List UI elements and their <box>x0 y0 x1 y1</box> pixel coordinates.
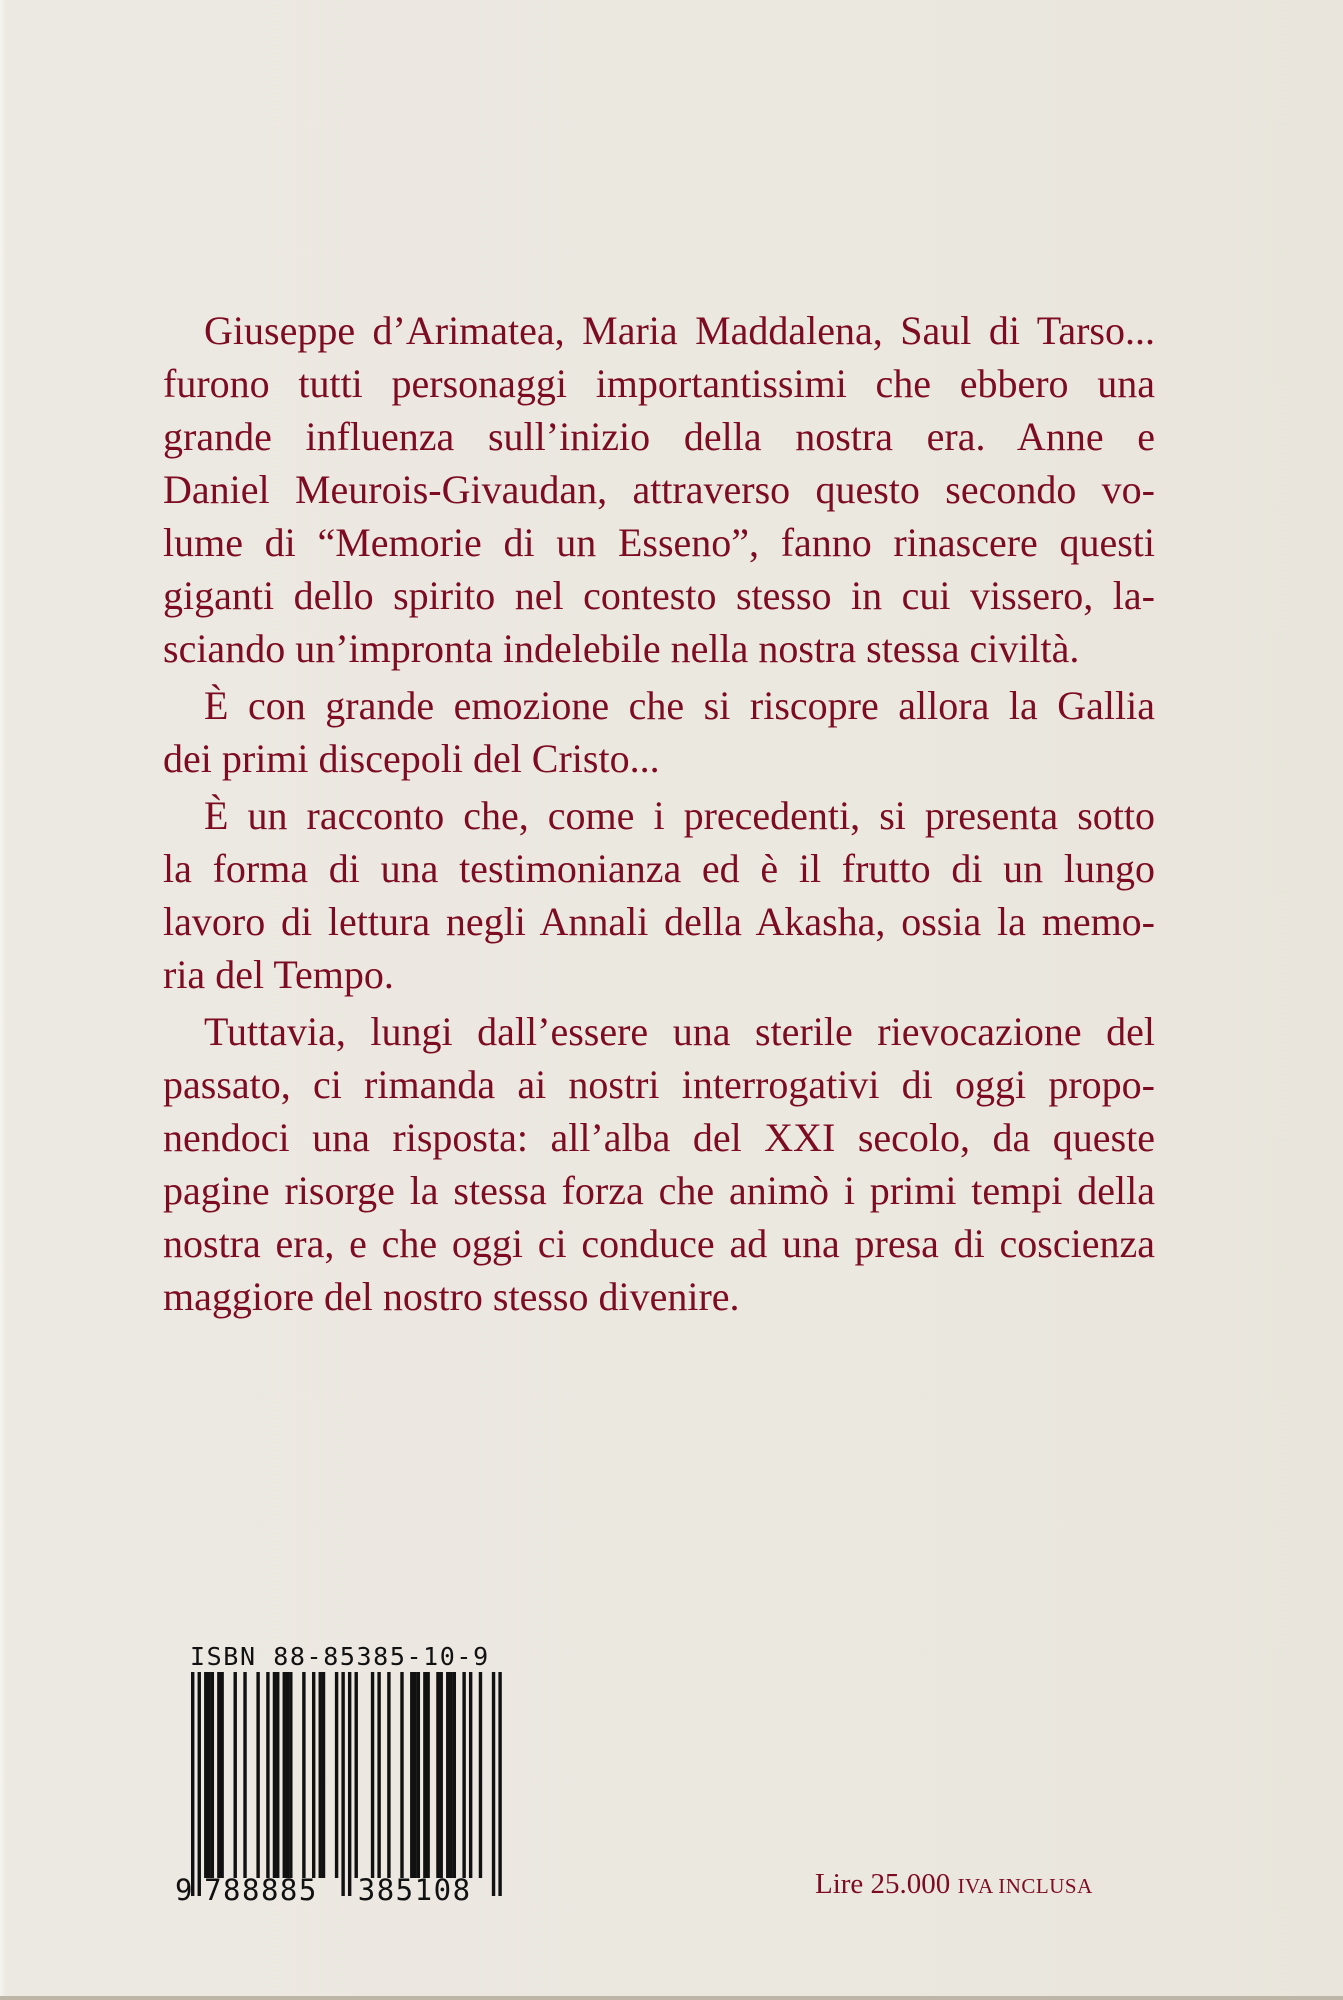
blurb-line: la forma di una testimonianza ed è il frutto di un lungo <box>163 846 1155 891</box>
barcode-bar <box>492 1672 495 1896</box>
barcode-bar <box>312 1672 315 1878</box>
barcode-digit-first: 9 <box>175 1873 194 1902</box>
blurb-line: Tuttavia, lungi dall’essere una sterile rievocazione del <box>204 1009 1155 1054</box>
back-cover-blurb <box>163 300 1155 1323</box>
barcode-bar <box>283 1672 286 1878</box>
blurb-paragraph <box>163 304 1155 675</box>
barcode-bar <box>335 1672 338 1878</box>
barcode-bar <box>446 1672 449 1878</box>
barcode-bar <box>453 1672 456 1878</box>
blurb-line: È con grande emozione che si riscopre allora la Gallia <box>204 683 1155 728</box>
isbn-label: ISBN 88-85385-10-9 <box>190 1642 490 1671</box>
price-vat-note: IVA INCLUSA <box>957 1874 1093 1898</box>
barcode-bar <box>423 1672 426 1878</box>
barcode-bar <box>276 1672 279 1878</box>
barcode-bar <box>387 1672 390 1878</box>
price-label <box>815 1868 1093 1901</box>
blurb-paragraph <box>163 789 1155 1001</box>
blurb-line: nendoci una risposta: all’alba del XXI secolo, da queste <box>163 1115 1155 1160</box>
barcode-bar <box>436 1672 439 1878</box>
barcode-bar <box>498 1672 501 1896</box>
cover-bottom-edge <box>0 1996 1343 2000</box>
blurb-line: maggiore del nostro stesso divenire. <box>163 1274 740 1319</box>
barcode-bar <box>341 1672 344 1896</box>
barcode-bar <box>207 1672 210 1878</box>
blurb-line: lume di “Memorie di un Esseno”, fanno rinascere questi <box>163 520 1155 565</box>
barcode-bar <box>377 1672 380 1878</box>
ean-barcode <box>175 1672 515 1902</box>
barcode-bar <box>256 1672 259 1878</box>
barcode-bar <box>410 1672 413 1878</box>
barcode-bar <box>273 1672 276 1878</box>
barcode-bar <box>289 1672 292 1878</box>
barcode-bar <box>322 1672 325 1878</box>
blurb-line: giganti dello spirito nel contesto stesso in cui vissero, la- <box>163 573 1155 618</box>
price-amount: Lire 25.000 <box>815 1868 951 1900</box>
barcode-bar <box>286 1672 289 1878</box>
barcode-bar <box>449 1672 452 1878</box>
blurb-line: Giuseppe d’Arimatea, Maria Maddalena, Saul di Tarso... <box>204 308 1155 353</box>
barcode-bar <box>400 1672 403 1878</box>
barcode-digits-left: 788885 <box>204 1873 318 1902</box>
barcode-bar <box>243 1672 246 1878</box>
barcode-bar <box>211 1672 214 1878</box>
blurb-line: lavoro di lettura negli Annali della Akasha, ossia la memo- <box>163 899 1155 944</box>
barcode-bar <box>204 1672 207 1878</box>
blurb-line: Daniel Meurois-Givaudan, attraverso questo secondo vo- <box>163 467 1155 512</box>
barcode-bar <box>413 1672 416 1878</box>
barcode-bar <box>302 1672 305 1878</box>
blurb-line: È un racconto che, come i precedenti, si presenta sotto <box>204 793 1155 838</box>
barcode-bar <box>234 1672 237 1878</box>
barcode-bar <box>371 1672 374 1878</box>
blurb-paragraph <box>163 1005 1155 1323</box>
blurb-line: sciando un’impronta indelebile nella nostra stessa civiltà. <box>163 626 1080 671</box>
blurb-paragraph <box>163 679 1155 785</box>
blurb-line: ria del Tempo. <box>163 952 394 997</box>
barcode-bar <box>462 1672 465 1878</box>
blurb-line: pagine risorge la stessa forza che animò i primi tempi della <box>163 1168 1155 1213</box>
barcode-bar <box>479 1672 482 1878</box>
barcode-digits-right: 385108 <box>357 1873 472 1902</box>
barcode-bar <box>266 1672 269 1878</box>
barcode-bar <box>198 1672 201 1896</box>
barcode-bar <box>417 1672 420 1878</box>
blurb-line: nostra era, e che oggi ci conduce ad una presa di coscienza <box>163 1221 1155 1266</box>
blurb-line: dei primi discepoli del Cristo... <box>163 736 660 781</box>
barcode-bar <box>319 1672 322 1878</box>
barcode-bar <box>217 1672 220 1878</box>
barcode-bar <box>220 1672 223 1878</box>
blurb-line: furono tutti personaggi importantissimi che ebbero una <box>163 361 1155 406</box>
barcode-bar <box>426 1672 429 1878</box>
barcode-bar <box>348 1672 351 1896</box>
barcode-bar <box>355 1672 358 1878</box>
barcode-bar <box>469 1672 472 1878</box>
barcode-bar <box>191 1672 194 1896</box>
blurb-line: grande influenza sull’inizio della nostra era. Anne e <box>163 414 1155 459</box>
blurb-line: passato, ci rimanda ai nostri interrogativi di oggi propo- <box>163 1062 1155 1107</box>
barcode-bar <box>440 1672 443 1878</box>
